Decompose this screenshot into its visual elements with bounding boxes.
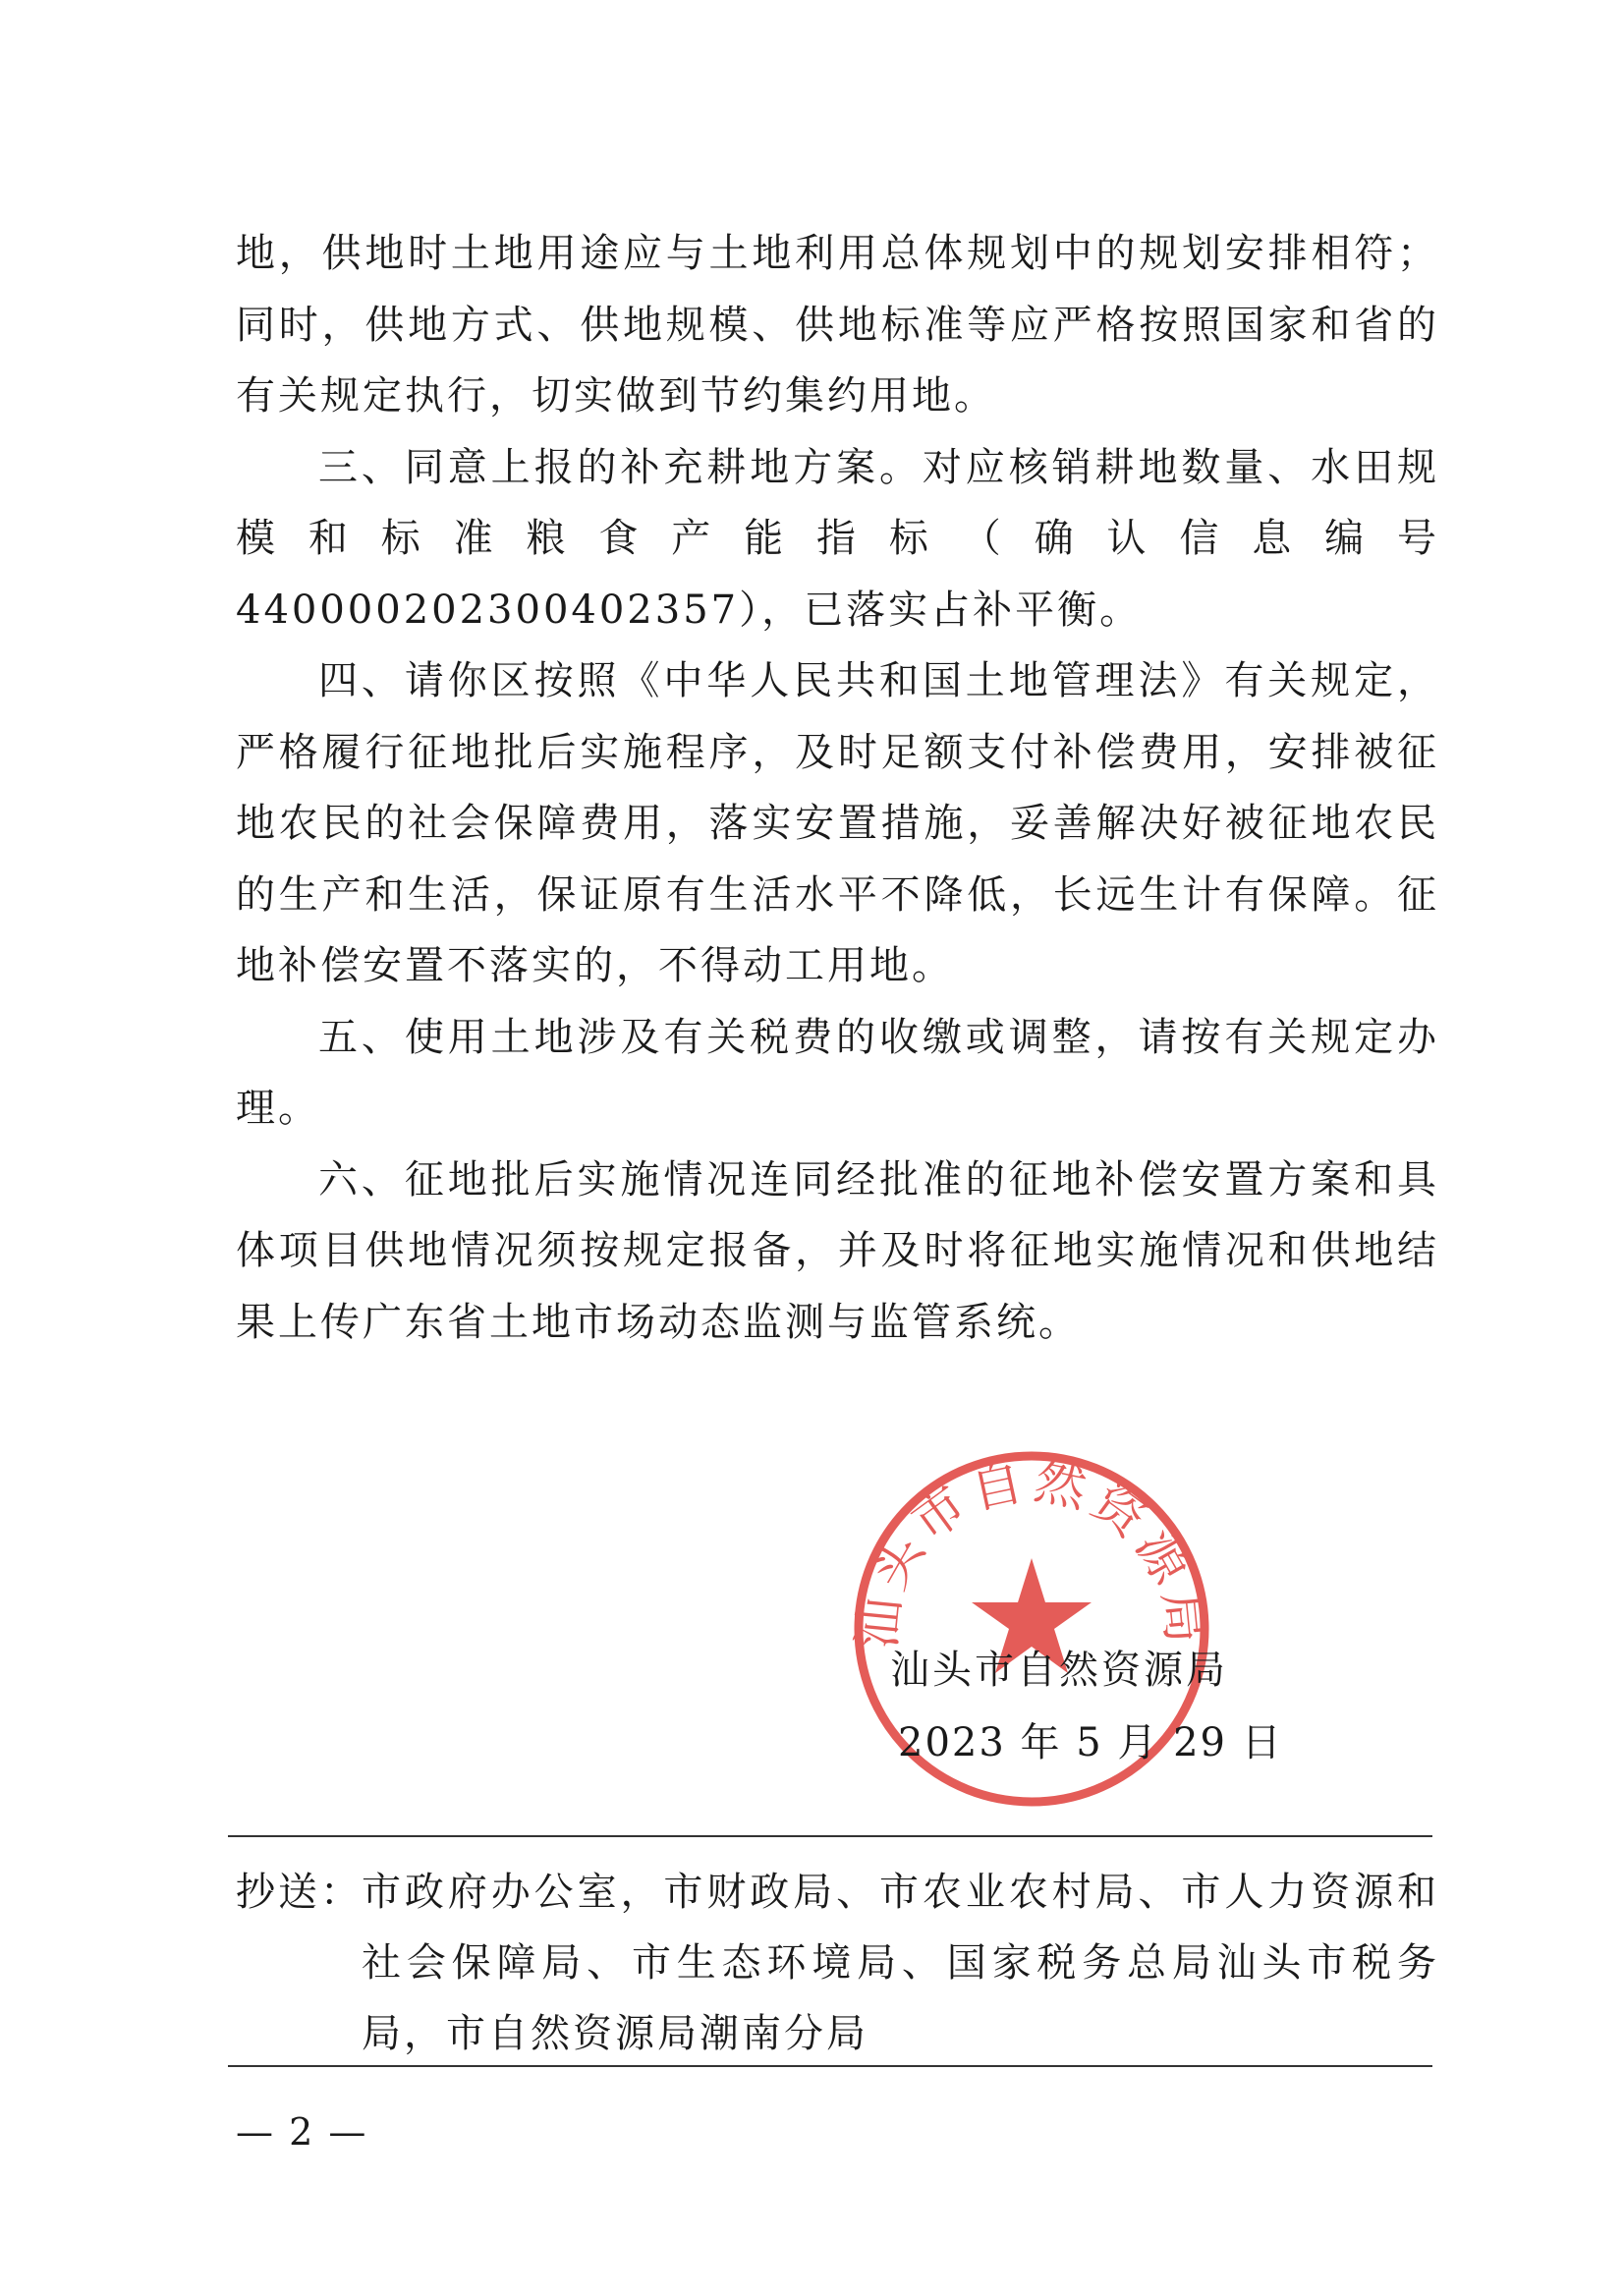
cc-recipients: 市政府办公室，市财政局、市农业农村局、市人力资源和社会保障局、市生态环境局、国家税务总局汕头市税务局，市自然资源局潮南分局 (362, 1870, 1439, 2056)
paragraph-item-5: 五、使用土地涉及有关税费的收缴或调整，请按有关规定办理。 (236, 1014, 1439, 1131)
page-number: — 2 — (236, 2110, 368, 2154)
paragraph-item-3: 三、同意上报的补充耕地方案。对应核销耕地数量、水田规模和标准粮食产能指标（确认信息编号 440000202300402357），已落实占补平衡。 (236, 444, 1439, 633)
issuing-organization: 汕头市自然资源局 (890, 1648, 1228, 1693)
cc-label: 抄送： (236, 1870, 363, 1915)
paragraph-continuation: 地，供地时土地用途应与土地利用总体规划中的规划安排相符；同时，供地方式、供地规模、供地标准等应严格按照国家和省的有关规定执行，切实做到节约集约用地。 (236, 231, 1439, 419)
cc-section (236, 1857, 1439, 2069)
seal-text: 汕头市自然资源局 (848, 1451, 1215, 1652)
cc-top-divider (228, 1835, 1432, 1837)
document-body (236, 218, 1439, 1358)
paragraph-item-6: 六、征地批后实施情况连同经批准的征地补偿安置方案和具体项目供地情况须按规定报备，并及时将征地实施情况和供地结果上传广东省土地市场动态监测与监管系统。 (236, 1156, 1439, 1345)
issue-date: 2023 年 5 月 29 日 (898, 1720, 1283, 1765)
cc-bottom-divider (228, 2065, 1432, 2067)
paragraph-item-4: 四、请你区按照《中华人民共和国土地管理法》有关规定，严格履行征地批后实施程序，及时足额支付补偿费用，安排被征地农民的社会保障费用，落实安置措施，妥善解决好被征地农民的生产和生活，保证原有生活水平不降低，长远生计有保障。征地补偿安置不落实的，不得动工用地。 (236, 658, 1439, 988)
